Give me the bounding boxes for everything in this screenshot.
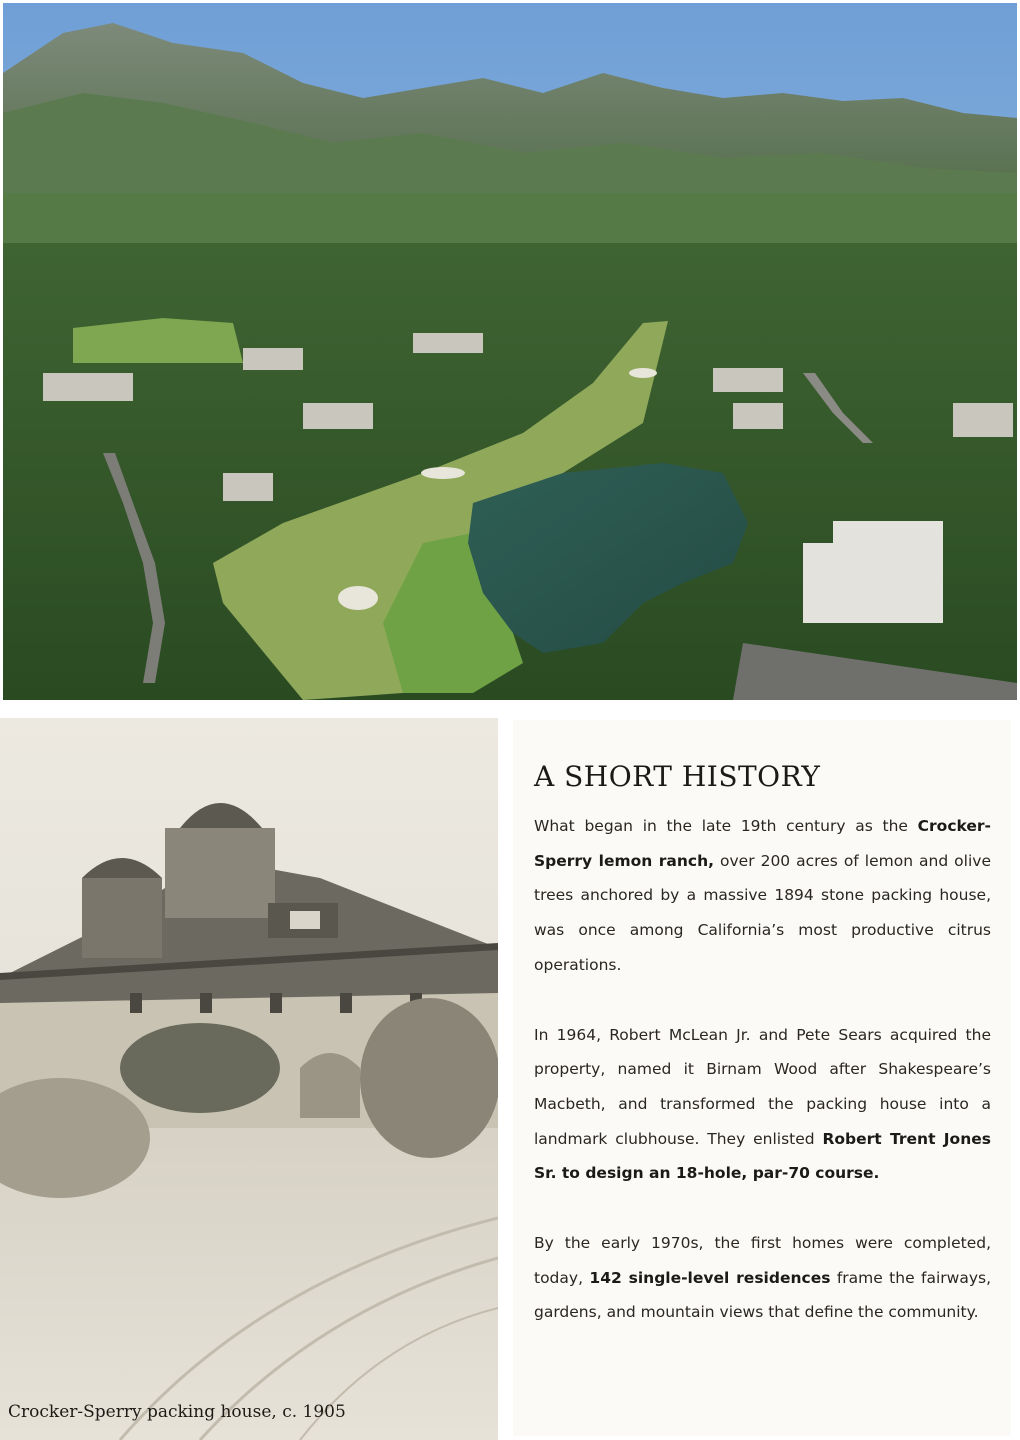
- historic-packing-house-photo: [0, 718, 498, 1440]
- emphasis-text: Robert Trent Jones Sr. to design an 18-hole, par-70 course.: [534, 1129, 991, 1183]
- hero-aerial-photo: [3, 3, 1017, 700]
- emphasis-text: Crocker-Sperry lemon ranch,: [534, 817, 991, 870]
- packing-house-illustration: [0, 718, 498, 1440]
- history-text-panel: [513, 720, 1011, 1436]
- body-text: over 200 acres of lemon and olive trees anchored by a massive 1894 stone packing house, was once among California’s most productive citrus operations.: [534, 851, 991, 974]
- body-text: In 1964, Robert McLean Jr. and Pete Sears acquired the property, named it Birnam Wood after Shakespeare’s Macbeth, and transformed the packing house into a landmark clubhouse. They enlisted: [534, 1025, 991, 1148]
- body-text: What began in the late 19th century as the: [534, 817, 918, 835]
- section-heading: A SHORT HISTORY: [534, 760, 821, 793]
- history-paragraph-1: [534, 809, 991, 983]
- aerial-golf-course-illustration: [3, 3, 1017, 700]
- history-paragraph-3: [534, 1226, 991, 1330]
- history-paragraph-2: [534, 1018, 991, 1192]
- emphasis-text: 142 single-level residences: [589, 1268, 831, 1287]
- body-text: frame the fairways, gardens, and mountain views that define the community.: [534, 1268, 992, 1322]
- photo-caption: Crocker-Sperry packing house, c. 1905: [8, 1402, 346, 1422]
- body-text: By the early 1970s, the first homes were completed, today,: [534, 1234, 991, 1287]
